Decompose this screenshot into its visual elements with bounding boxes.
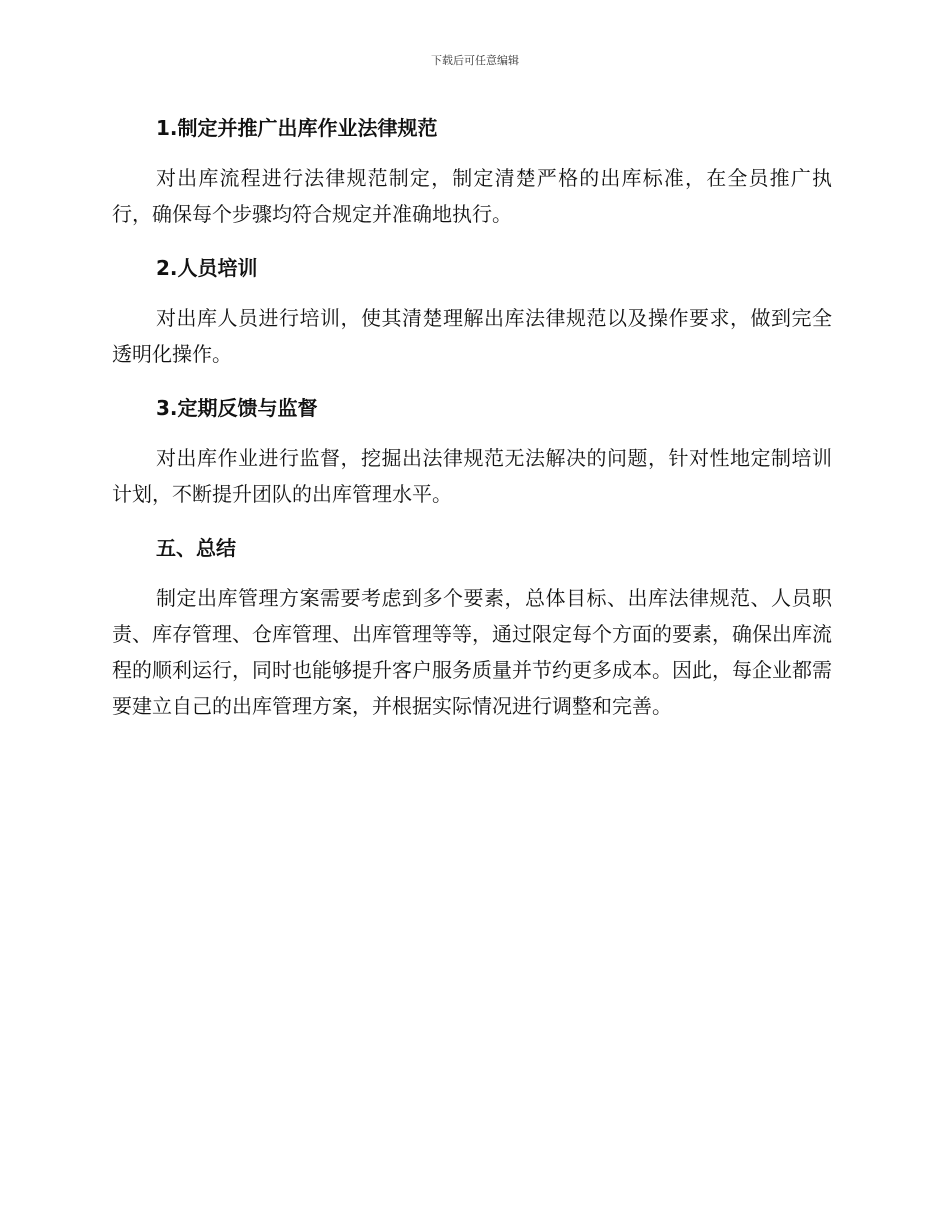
section-feedback (112, 388, 832, 512)
section-paragraph: 对出库人员进行培训，使其清楚理解出库法律规范以及操作要求，做到完全透明化操作。 (112, 306, 832, 366)
section-standards (112, 108, 832, 232)
section-heading: 1.制定并推广出库作业法律规范 (156, 116, 438, 140)
section-heading: 五、总结 (156, 536, 236, 560)
document-body (112, 108, 832, 724)
section-training (112, 248, 832, 372)
section-summary (112, 528, 832, 724)
section-heading: 2.人员培训 (156, 256, 258, 280)
section-paragraph: 对出库作业进行监督，挖掘出法律规范无法解决的问题，针对性地定制培训计划，不断提升团队的出库管理水平。 (112, 446, 832, 506)
header-note: 下载后可任意编辑 (431, 54, 519, 67)
section-paragraph: 对出库流程进行法律规范制定，制定清楚严格的出库标准，在全员推广执行，确保每个步骤均符合规定并准确地执行。 (112, 166, 832, 226)
section-paragraph: 制定出库管理方案需要考虑到多个要素，总体目标、出库法律规范、人员职责、库存管理、仓库管理、出库管理等等，通过限定每个方面的要素，确保出库流程的顺利运行，同时也能够提升客户服务质量并节约更多成本。因此，每企业都需要建立自己的出库管理方案，并根据实际情况进行调整和完善。 (112, 586, 832, 718)
section-heading: 3.定期反馈与监督 (156, 396, 318, 420)
